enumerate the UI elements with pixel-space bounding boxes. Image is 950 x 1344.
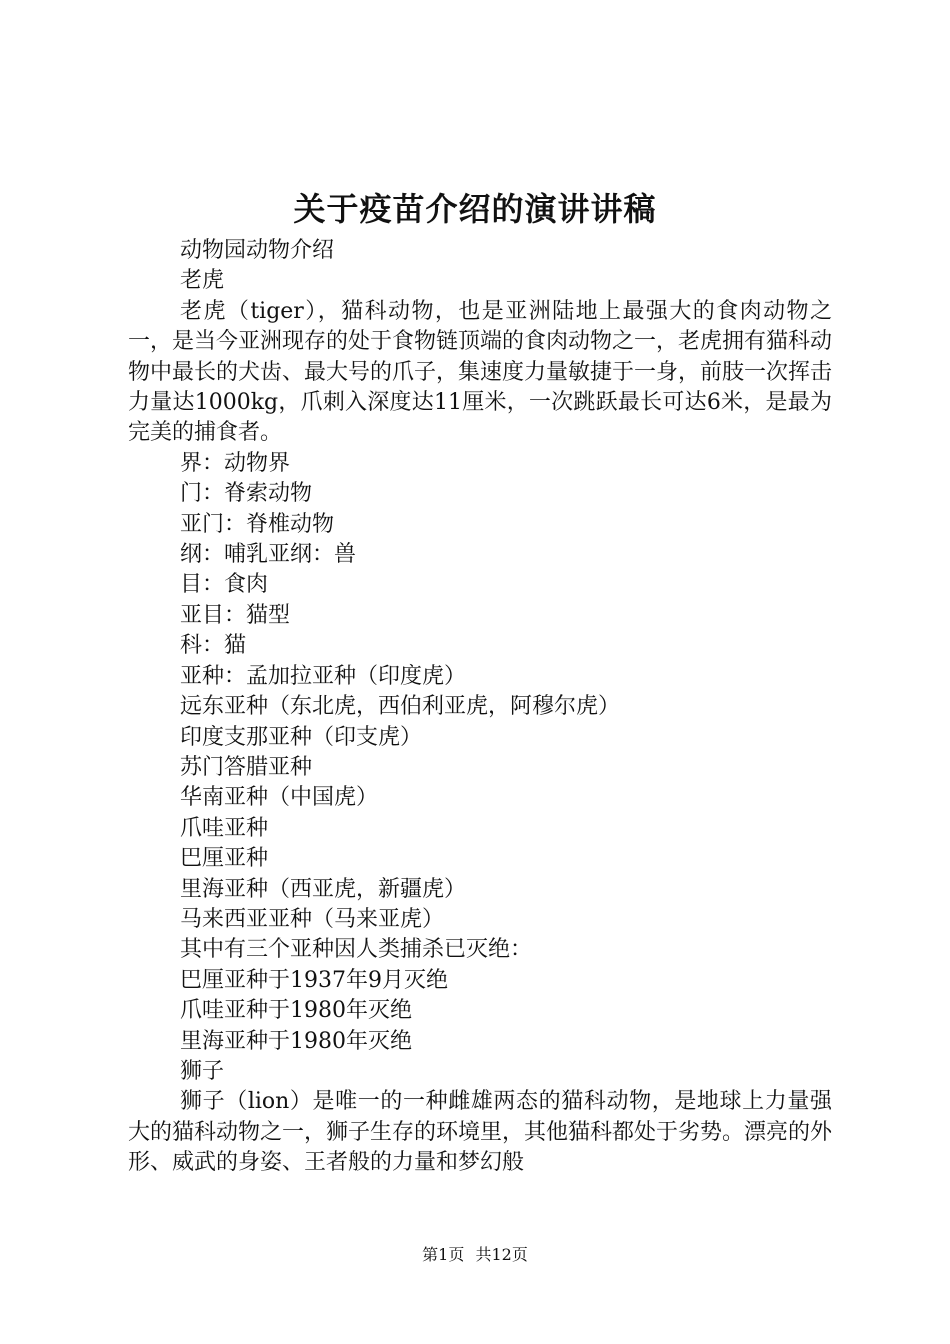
document-body: [128, 236, 832, 1179]
paragraph: 里海亚种（西亚虎，新疆虎）: [180, 876, 467, 902]
paragraph: 门：脊索动物: [180, 481, 313, 507]
page-total: 共12页: [475, 1245, 528, 1264]
paragraph: 老虎: [180, 268, 225, 294]
paragraph: 远东亚种（东北虎，西伯利亚虎，阿穆尔虎）: [180, 694, 621, 720]
paragraph: 目：食肉: [180, 572, 269, 598]
paragraph: 爪哇亚种于1980年灭绝: [180, 998, 412, 1024]
paragraph: 苏门答腊亚种: [180, 754, 313, 780]
paragraph: 其中有三个亚种因人类捕杀已灭绝：: [180, 937, 533, 963]
paragraph: 印度支那亚种（印支虎）: [180, 724, 423, 750]
paragraph: 纲：哺乳亚纲：兽: [180, 542, 357, 568]
document-title: 关于疫苗介绍的演讲讲稿: [293, 190, 657, 228]
paragraph: 巴厘亚种: [180, 846, 269, 872]
paragraph: 巴厘亚种于1937年9月灭绝: [180, 967, 448, 993]
paragraph: 亚门：脊椎动物: [180, 511, 335, 537]
paragraph: 狮子（lion）是唯一的一种雌雄两态的猫科动物，是地球上力量强大的猫科动物之一，狮子生存的环境里，其他猫科都处于劣势。漂亮的外形、威武的身姿、王者般的力量和梦幻般: [128, 1089, 833, 1176]
page-footer: [0, 1244, 950, 1266]
paragraph: 亚种：孟加拉亚种（印度虎）: [180, 663, 467, 689]
paragraph: 科：猫: [180, 633, 247, 659]
paragraph: 马来西亚亚种（马来亚虎）: [180, 906, 445, 932]
paragraph: 华南亚种（中国虎）: [180, 785, 379, 811]
paragraph: 动物园动物介绍: [180, 238, 335, 263]
paragraph: 爪哇亚种: [180, 815, 269, 841]
page-number: 第1页: [422, 1245, 465, 1264]
paragraph: 狮子: [180, 1058, 225, 1084]
paragraph: 老虎（tiger），猫科动物，也是亚洲陆地上最强大的食肉动物之一，是当今亚洲现存的处于食物链顶端的食肉动物之一，老虎拥有猫科动物中最长的犬齿、最大号的爪子，集速度力量敏捷于一身，前肢一次挥击力量达1000kg，爪刺入深度达11厘米，一次跳跃最长可达6米，是最为完美的捕食者。: [128, 298, 833, 446]
paragraph: 亚目：猫型: [180, 602, 291, 628]
paragraph: 里海亚种于1980年灭绝: [180, 1028, 412, 1054]
paragraph: 界：动物界: [180, 450, 291, 476]
